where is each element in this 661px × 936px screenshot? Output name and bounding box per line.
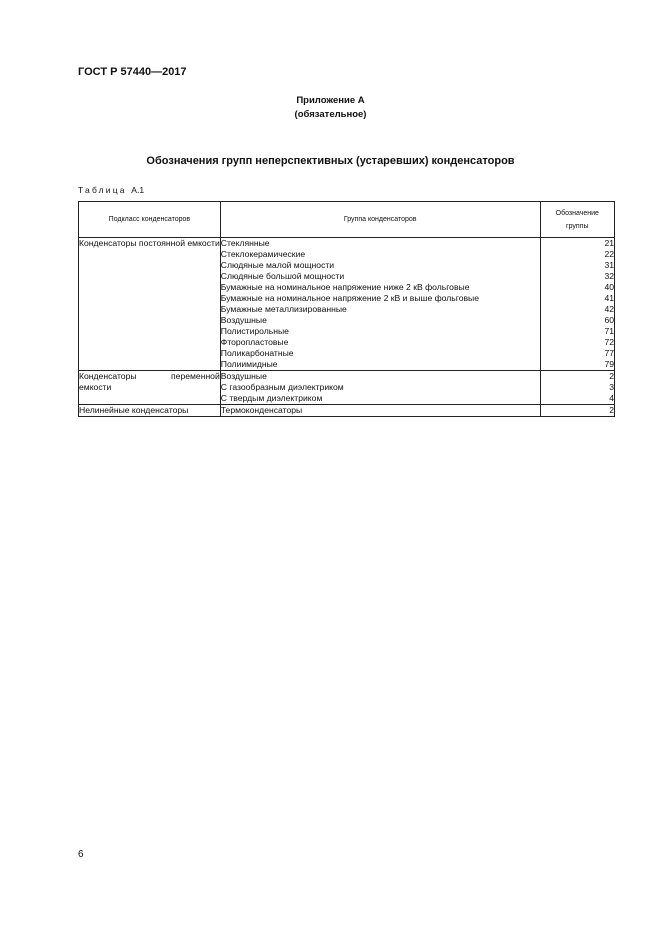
table-caption-number: А.1 xyxy=(131,185,145,195)
group-code: 4 xyxy=(609,393,614,403)
code-cell xyxy=(540,238,614,371)
group-code: 72 xyxy=(604,337,614,347)
group-name: С газообразным диэлектриком xyxy=(220,382,344,392)
appendix-status: (обязательное) xyxy=(294,109,367,120)
subclass-cell xyxy=(79,371,221,405)
group-name: Бумажные на номинальное напряжение 2 кВ и выше фольговые xyxy=(220,293,480,303)
appendix-title: Приложение А xyxy=(296,95,365,106)
group-name: Воздушные xyxy=(220,315,267,325)
group-code: 3 xyxy=(609,382,614,392)
group-name: Стеклокерамические xyxy=(220,249,306,259)
group-code: 2 xyxy=(609,371,614,381)
code-cell xyxy=(540,405,614,417)
group-name: Фторопластовые xyxy=(220,337,289,347)
group-code: 77 xyxy=(604,348,614,358)
subclass-label: Конденсаторы переменной емкости xyxy=(79,371,220,392)
group-cell xyxy=(220,405,540,417)
subclass-cell xyxy=(79,238,221,371)
group-name: Слюдяные малой мощности xyxy=(220,260,335,270)
header-code: Обозначение группы xyxy=(540,202,614,238)
group-name: Воздушные xyxy=(220,371,267,381)
group-name: С твердым диэлектриком xyxy=(220,393,323,403)
group-code: 22 xyxy=(604,249,614,259)
group-name: Стеклянные xyxy=(220,238,270,248)
table-row xyxy=(79,371,615,405)
group-code: 32 xyxy=(604,271,614,281)
group-name: Бумажные на номинальное напряжение ниже 2 кВ фольговые xyxy=(220,282,470,292)
group-name: Слюдяные большой мощности xyxy=(220,271,345,281)
group-code: 41 xyxy=(604,293,614,303)
document-id-header: ГОСТ Р 57440—2017 xyxy=(78,66,187,78)
table-header-row xyxy=(79,202,615,238)
subclass-label: Нелинейные конденсаторы xyxy=(79,405,189,415)
table-caption-prefix: Таблица xyxy=(78,185,127,195)
group-code: 42 xyxy=(604,304,614,314)
appendix-heading xyxy=(0,94,661,122)
group-name: Поликарбонатные xyxy=(220,348,294,358)
group-code: 21 xyxy=(604,238,614,248)
table-caption xyxy=(78,185,144,195)
group-cell xyxy=(220,371,540,405)
header-group: Группа конденсаторов xyxy=(220,202,540,238)
subclass-label: Конденсаторы постоянной емкости xyxy=(79,238,220,248)
group-name: Полистирольные xyxy=(220,326,289,336)
code-cell xyxy=(540,371,614,405)
subclass-cell xyxy=(79,405,221,417)
group-code: 60 xyxy=(604,315,614,325)
table-row xyxy=(79,405,615,417)
header-subclass: Подкласс конденсаторов xyxy=(79,202,221,238)
page-number: 6 xyxy=(78,849,84,860)
group-code: 79 xyxy=(604,359,614,369)
group-name: Термоконденсаторы xyxy=(220,405,303,415)
table-row xyxy=(79,238,615,371)
group-code: 40 xyxy=(604,282,614,292)
group-name: Бумажные металлизированные xyxy=(220,304,347,314)
group-name: Полиимидные xyxy=(220,359,278,369)
capacitor-groups-table xyxy=(78,201,615,417)
group-code: 2 xyxy=(609,405,614,415)
page-title: Обозначения групп неперспективных (устаревших) конденсаторов xyxy=(146,155,515,167)
group-cell xyxy=(220,238,540,371)
group-code: 31 xyxy=(604,260,614,270)
group-code: 71 xyxy=(604,326,614,336)
